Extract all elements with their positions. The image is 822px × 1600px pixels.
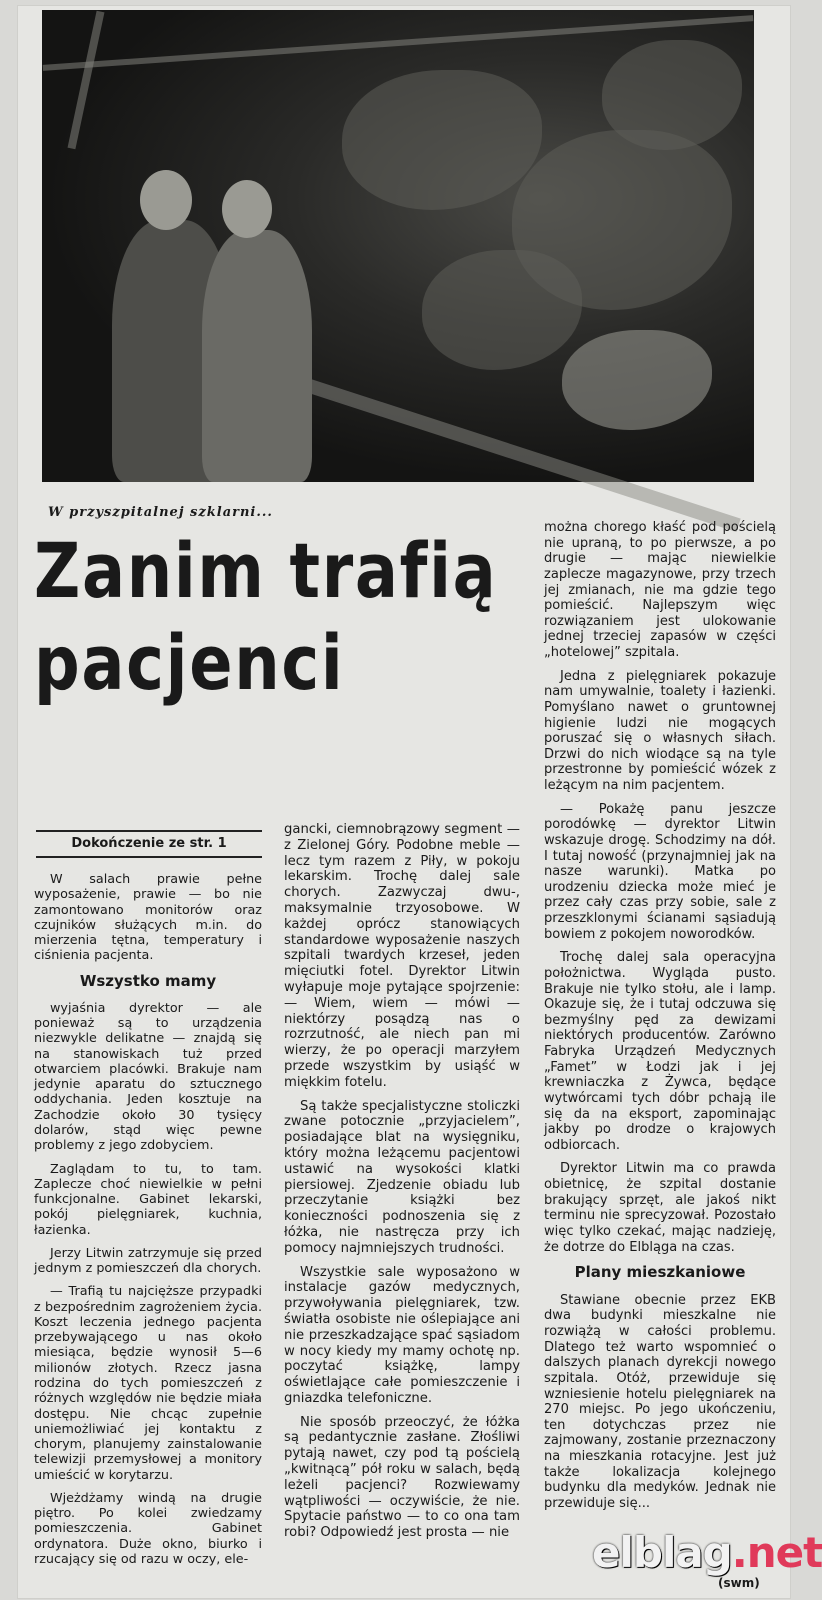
column-2 (284, 822, 520, 1549)
photo-caption: W przyszpitalnej szklarni... (48, 505, 273, 520)
logo-text: elblag (592, 1528, 732, 1577)
paragraph: Jerzy Litwin zatrzymuje się przed jednym z pomieszczeń dla chorych. (34, 1245, 262, 1277)
paragraph: wyjaśnia dyrektor — ale ponieważ są to urządzenia niezwykle delikatne — znajdą się na stanowiskach tuż przed otwarciem placówki. Brakuje nam jedynie aparatu do sztucznego oddychania. Jeden kosztuje na Zachodzie około 30 tysięcy dolarów, stąd więc pewne problemy z jego zdobyciem. (34, 1000, 262, 1154)
author-signature: (swm) (718, 1576, 760, 1590)
paragraph: Zaglądam to tu, to tam. Zaplecze choć niewielkie w pełni funkcjonalne. Gabinet lekarski, pokój pielęgniarek, kuchnia, łazienka. (34, 1161, 262, 1238)
paragraph: można chorego kłaść pod pościelą nie upraną, to po pierwsze, a po drugie — mając niewielkie zaplecze magazynowe, przy trzech jej zmianach, nie ma gdzie tego pomieścić. Najlepszym więc rozwiązaniem jest ulokowanie jednej trzeciej zapasów w części „hotelowej” szpitala. (544, 520, 776, 660)
headline-line-2: pacjenci (34, 618, 345, 707)
paragraph: Nie sposób przeoczyć, że łóżka są pedantycznie zasłane. Złośliwi pytają nawet, czy pod tą pościelą „kwitnącą” pół roku w salach, będą leżeli pacjenci? Rozwiewamy wątpliwości — oczywiście, że nie. Spytacie państwo — to co ona tam robi? Odpowiedź jest prosta — nie (284, 1414, 520, 1541)
paragraph: Wjeżdżamy windą na drugie piętro. Po kolei zwiedzamy pomieszczenia. Gabinet ordynatora. Duże okno, biurko i rzucający się od razu w oczy, ele- (34, 1490, 262, 1567)
continuation-rule-bottom (36, 856, 262, 858)
paragraph: Jedna z pielęgniarek pokazuje nam umywalnie, toalety i łazienki. Pomyślano nawet o gruntownej higienie ludzi nie mogących poruszać się o własnych siłach. Drzwi do nich wiodące są na tyle przestronne by pomieścić wózek z leżącym na nim pacjentem. (544, 668, 776, 793)
subheading: Wszystko mamy (79, 971, 217, 990)
continuation-label: Dokończenie ze str. 1 (71, 836, 227, 851)
column-1 (34, 872, 262, 1575)
paragraph: Są także specjalistyczne stoliczki zwane potocznie „przyjacielem”, posiadające blat na wysięgniku, który można leżącemu pacjentowi ustawić na wysokości klatki piersiowej. Zjedzenie obiadu lub przeczytanie książki bez konieczności podnoszenia się z łóżka, nie nastręcza przy ich pomocy najmniejszych trudności. (284, 1098, 520, 1256)
headline (34, 525, 498, 709)
paragraph: — Pokażę panu jeszcze porodówkę — dyrektor Litwin wskazuje drogę. Schodzimy na dół. I tutaj nowość (przynajmniej jak na nasze warunki). Matka po urodzeniu dziecka może mieć je przez cały czas przy sobie, sale z przeszklonymi ścianami sąsiadują bowiem z pokojem noworodków. (544, 801, 776, 942)
column-3 (544, 520, 776, 1520)
elblag-net-logo (592, 1528, 822, 1577)
continuation-rule-top (36, 830, 262, 832)
paragraph: Wszystkie sale wyposażono w instalacje gazów medycznych, przywoływania pielęgniarek, tzw. światła osobiste nie oślepiające ani nie przeszkadzające spać sąsiadom w nocy kiedy my mamy ochotę np. poczytać książkę, lampy oświetlające całe pomieszczenie i gniazdka telefoniczne. (284, 1264, 520, 1406)
paragraph: Dyrektor Litwin ma co prawda obietnicę, że szpital dostanie brakujący sprzęt, ale jakoś nikt terminu nie sprecyzował. Pozostało więc tylko czekać, mając nadzieję, że dotrze do Elbląga na czas. (544, 1161, 776, 1255)
paragraph: W salach prawie pełne wyposażenie, prawie — bo nie zamontowano monitorów oraz czujników służących m.in. do mierzenia tętna, temperatury i ciśnienia pacjenta. (34, 872, 262, 964)
paragraph: Trochę dalej sala operacyjna położnictwa. Wygląda pusto. Brakuje nie tylko stołu, ale i lamp. Okazuje się, że i tutaj odczuwa się bezmyślny pęd za dewizami niektórych producentów. Zarówno Fabryka Urządzeń Medycznych „Famet” w Łodzi jak i jej krewniaczka z Żywca, będące wytwórcami tych dóbr pchają ile się da na eksport, zapominając jakby po drodze o krajowych odbiorcach. (544, 950, 776, 1153)
headline-line-1: Zanim trafią (34, 526, 498, 615)
subheading: Plany mieszkaniowe (574, 1263, 746, 1282)
paragraph: Stawiane obecnie przez EKB dwa budynki mieszkalne nie rozwiążą w całości problemu. Dlatego też warto wspomnieć o dalszych planach dyrekcji nowego szpitala. Otóż, przewiduje się wzniesienie hotelu pielęgniarek na 270 miejsc. Po jego ukończeniu, ten dotychczas przez nie zajmowany, zostanie przeznaczony na mieszkania rotacyjne. Jest już także lokalizacja kolejnego budynku dla medyków. Jednak nie przewiduje się... (544, 1292, 776, 1511)
logo-domain: .net (731, 1528, 822, 1577)
paragraph: — Trafią tu najcięższe przypadki z bezpośrednim zagrożeniem życia. Koszt leczenia jednego pacjenta przebywającego u nas około miesiąca, będzie wynosił 5—6 milionów złotych. Rzecz jasna rodzina do tych pomieszczeń z różnych względów nie będzie miała dostępu. Nie chcąc zupełnie uniemożliwiać jej kontaktu z chorym, planujemy zainstalowanie telewizji przemysłowej a monitory umieścić w korytarzu. (34, 1284, 262, 1483)
paragraph: gancki, ciemnobrązowy segment — z Zielonej Góry. Podobne meble — lecz tym razem z Piły, w pokoju lekarskim. Trochę dalej sale chorych. Zazwyczaj dwu-, maksymalnie trzyosobowe. W każdej oprócz stanowiących standardowe wyposażenie naszych szpitali twardych krzeseł, jeden mięciutki fotel. Dyrektor Litwin wyłapuje moje pytające spojrzenie: — Wiem, wiem — mówi — niektórzy posądzą nas o rozrzutność, ale niech pan mi wierzy, że po operacji marzyłem przede wszystkim by usiąść w miękkim fotelu. (284, 822, 520, 1090)
greenhouse-photo (42, 10, 754, 482)
